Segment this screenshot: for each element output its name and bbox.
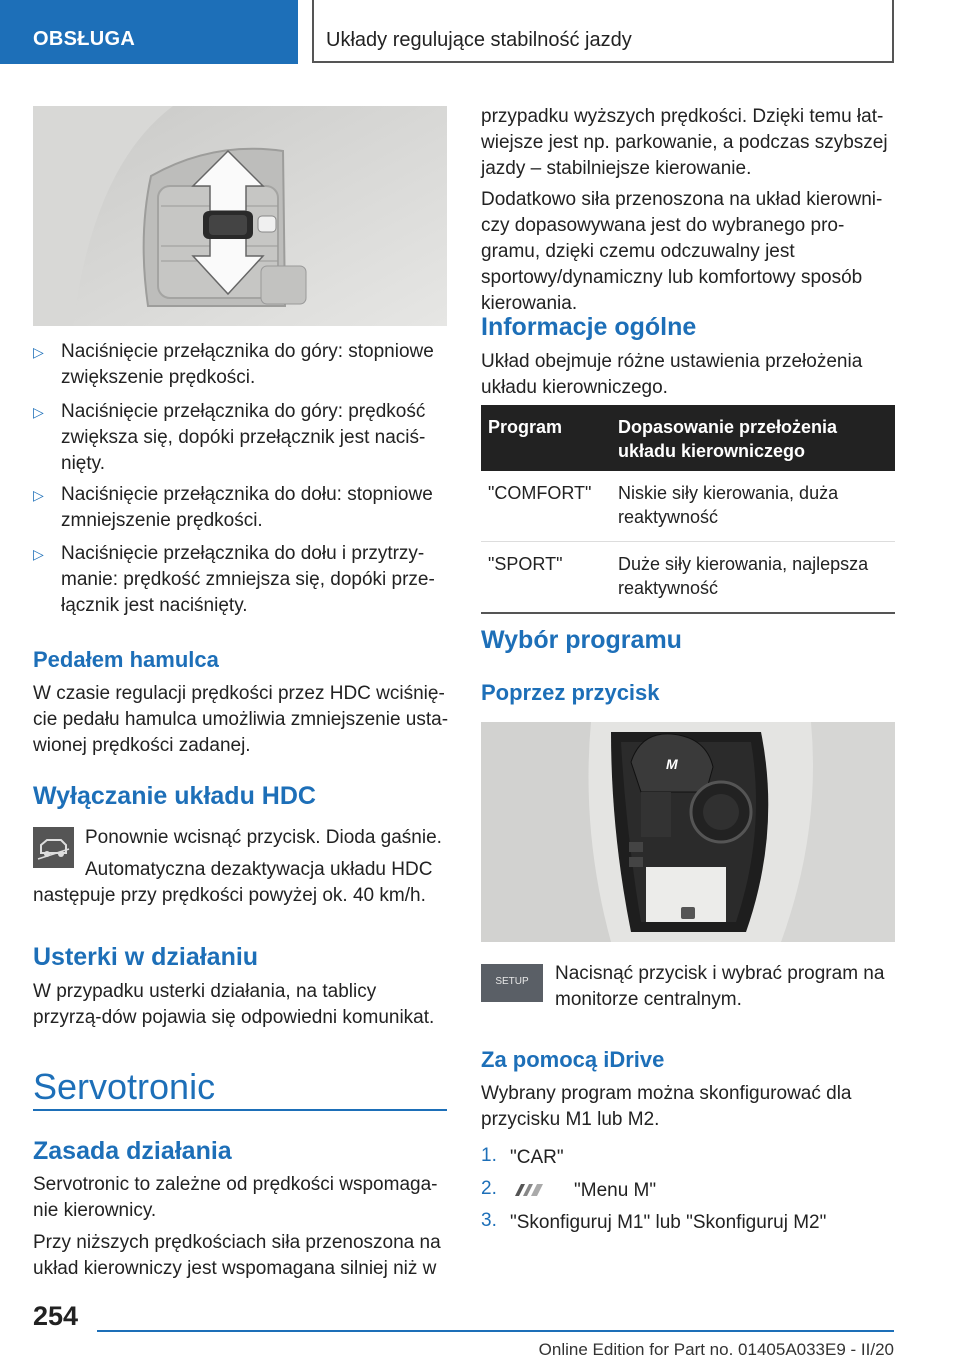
triangle-bullet-icon: ▷	[33, 344, 44, 360]
table-row	[481, 471, 895, 542]
table-row	[481, 542, 895, 614]
program-cell: "COMFORT"	[481, 471, 611, 542]
program-cell: "SPORT"	[481, 542, 611, 614]
setup-text: Nacisnąć przycisk i wybrać program na monitorze centralnym.	[555, 963, 885, 1010]
triangle-bullet-icon: ▷	[33, 546, 44, 562]
footer-rule	[97, 1330, 894, 1332]
hdc-off-text: Ponownie wcisnąć przycisk. Dioda gaśnie.	[85, 827, 442, 848]
triangle-bullet-icon: ▷	[33, 404, 44, 420]
principle-heading: Zasada działania	[33, 1137, 232, 1165]
principle-text-1: Servotronic to zależne od prędkości wspomaga‐nie kierownicy.	[33, 1174, 438, 1221]
idrive-text: Wybrany program można skonfigurować dla przycisku M1 lub M2.	[481, 1083, 852, 1130]
steering-switch-illustration	[33, 106, 447, 326]
brake-text: W czasie regulacji prędkości przez HDC wciśnię‐cie pedału hamulca umożliwia zmniejszenie usta‐wionej prędkości zadanej.	[33, 683, 449, 756]
servotronic-title: Servotronic	[33, 1066, 216, 1107]
fault-heading: Usterki w działaniu	[33, 943, 259, 971]
chapter-header	[312, 0, 894, 63]
col-adjustment-header: Dopasowanie przełożenia układu kierowniczego	[611, 405, 895, 471]
desc-cell: Niskie siły kierowania, duża reaktywność	[611, 471, 895, 542]
hdc-off-heading: Wyłączanie układu HDC	[33, 782, 316, 810]
general-text: Układ obejmuje różne ustawienia przełożenia układu kierowniczego.	[481, 351, 863, 398]
chapter-title: Układy regulujące stabilność jazdy	[326, 29, 632, 51]
hdc-auto-text: Automatyczna dezaktywacja układu HDC następuje przy prędkości powyżej ok. 40 km/h.	[33, 859, 433, 906]
continued-text-2: Dodatkowo siła przenoszona na układ kierowni‐czy dopasowywana jest do wybranego pro‐gramu, dzięki czemu odczuwalny jest sportowy/dynamiczny lub komfortowy sposób kierowania.	[481, 189, 883, 314]
col-program-header: Program	[481, 405, 611, 471]
fault-text: W przypadku usterki działania, na tablicy przyrzą‐dów pojawia się odpowiedni komunikat.	[33, 981, 435, 1028]
steering-program-table	[481, 405, 895, 614]
list-item: 1. "CAR"	[481, 1145, 564, 1168]
continued-text-1: przypadku wyższych prędkości. Dzięki temu łat‐wiejsze jest np. parkowanie, a podczas szybszej jazdy – stabilniejsze kierowanie.	[481, 106, 888, 179]
section-title: OBSŁUGA	[33, 28, 136, 50]
principle-text-2: Przy niższych prędkościach siła przenoszona na układ kierowniczy jest wspomagana silniej niż w	[33, 1232, 441, 1279]
page-number: 254	[33, 1301, 79, 1331]
table-header-row	[481, 405, 895, 471]
svg-text:M: M	[666, 756, 678, 772]
idrive-heading: Za pomocą iDrive	[481, 1047, 665, 1072]
list-item: 2. "Menu M"	[481, 1178, 657, 1201]
section-tab	[0, 0, 298, 64]
button-heading: Poprzez przycisk	[481, 680, 660, 705]
desc-cell: Duże siły kierowania, najlepsza reaktywność	[611, 542, 895, 614]
edition-text: Online Edition for Part no. 01405A033E9 - II/20	[538, 1340, 894, 1359]
triangle-bullet-icon: ▷	[33, 487, 44, 503]
m-menu-icon	[511, 1182, 547, 1198]
list-item: 3. "Skonfiguruj M1" lub "Skonfiguruj M2"	[481, 1210, 827, 1233]
general-heading: Informacje ogólne	[481, 313, 697, 341]
title-rule	[33, 1109, 447, 1111]
setup-button-icon: SETUP	[481, 964, 543, 1002]
select-heading: Wybór programu	[481, 626, 682, 654]
center-console-illustration	[481, 722, 895, 942]
brake-heading: Pedałem hamulca	[33, 647, 219, 672]
